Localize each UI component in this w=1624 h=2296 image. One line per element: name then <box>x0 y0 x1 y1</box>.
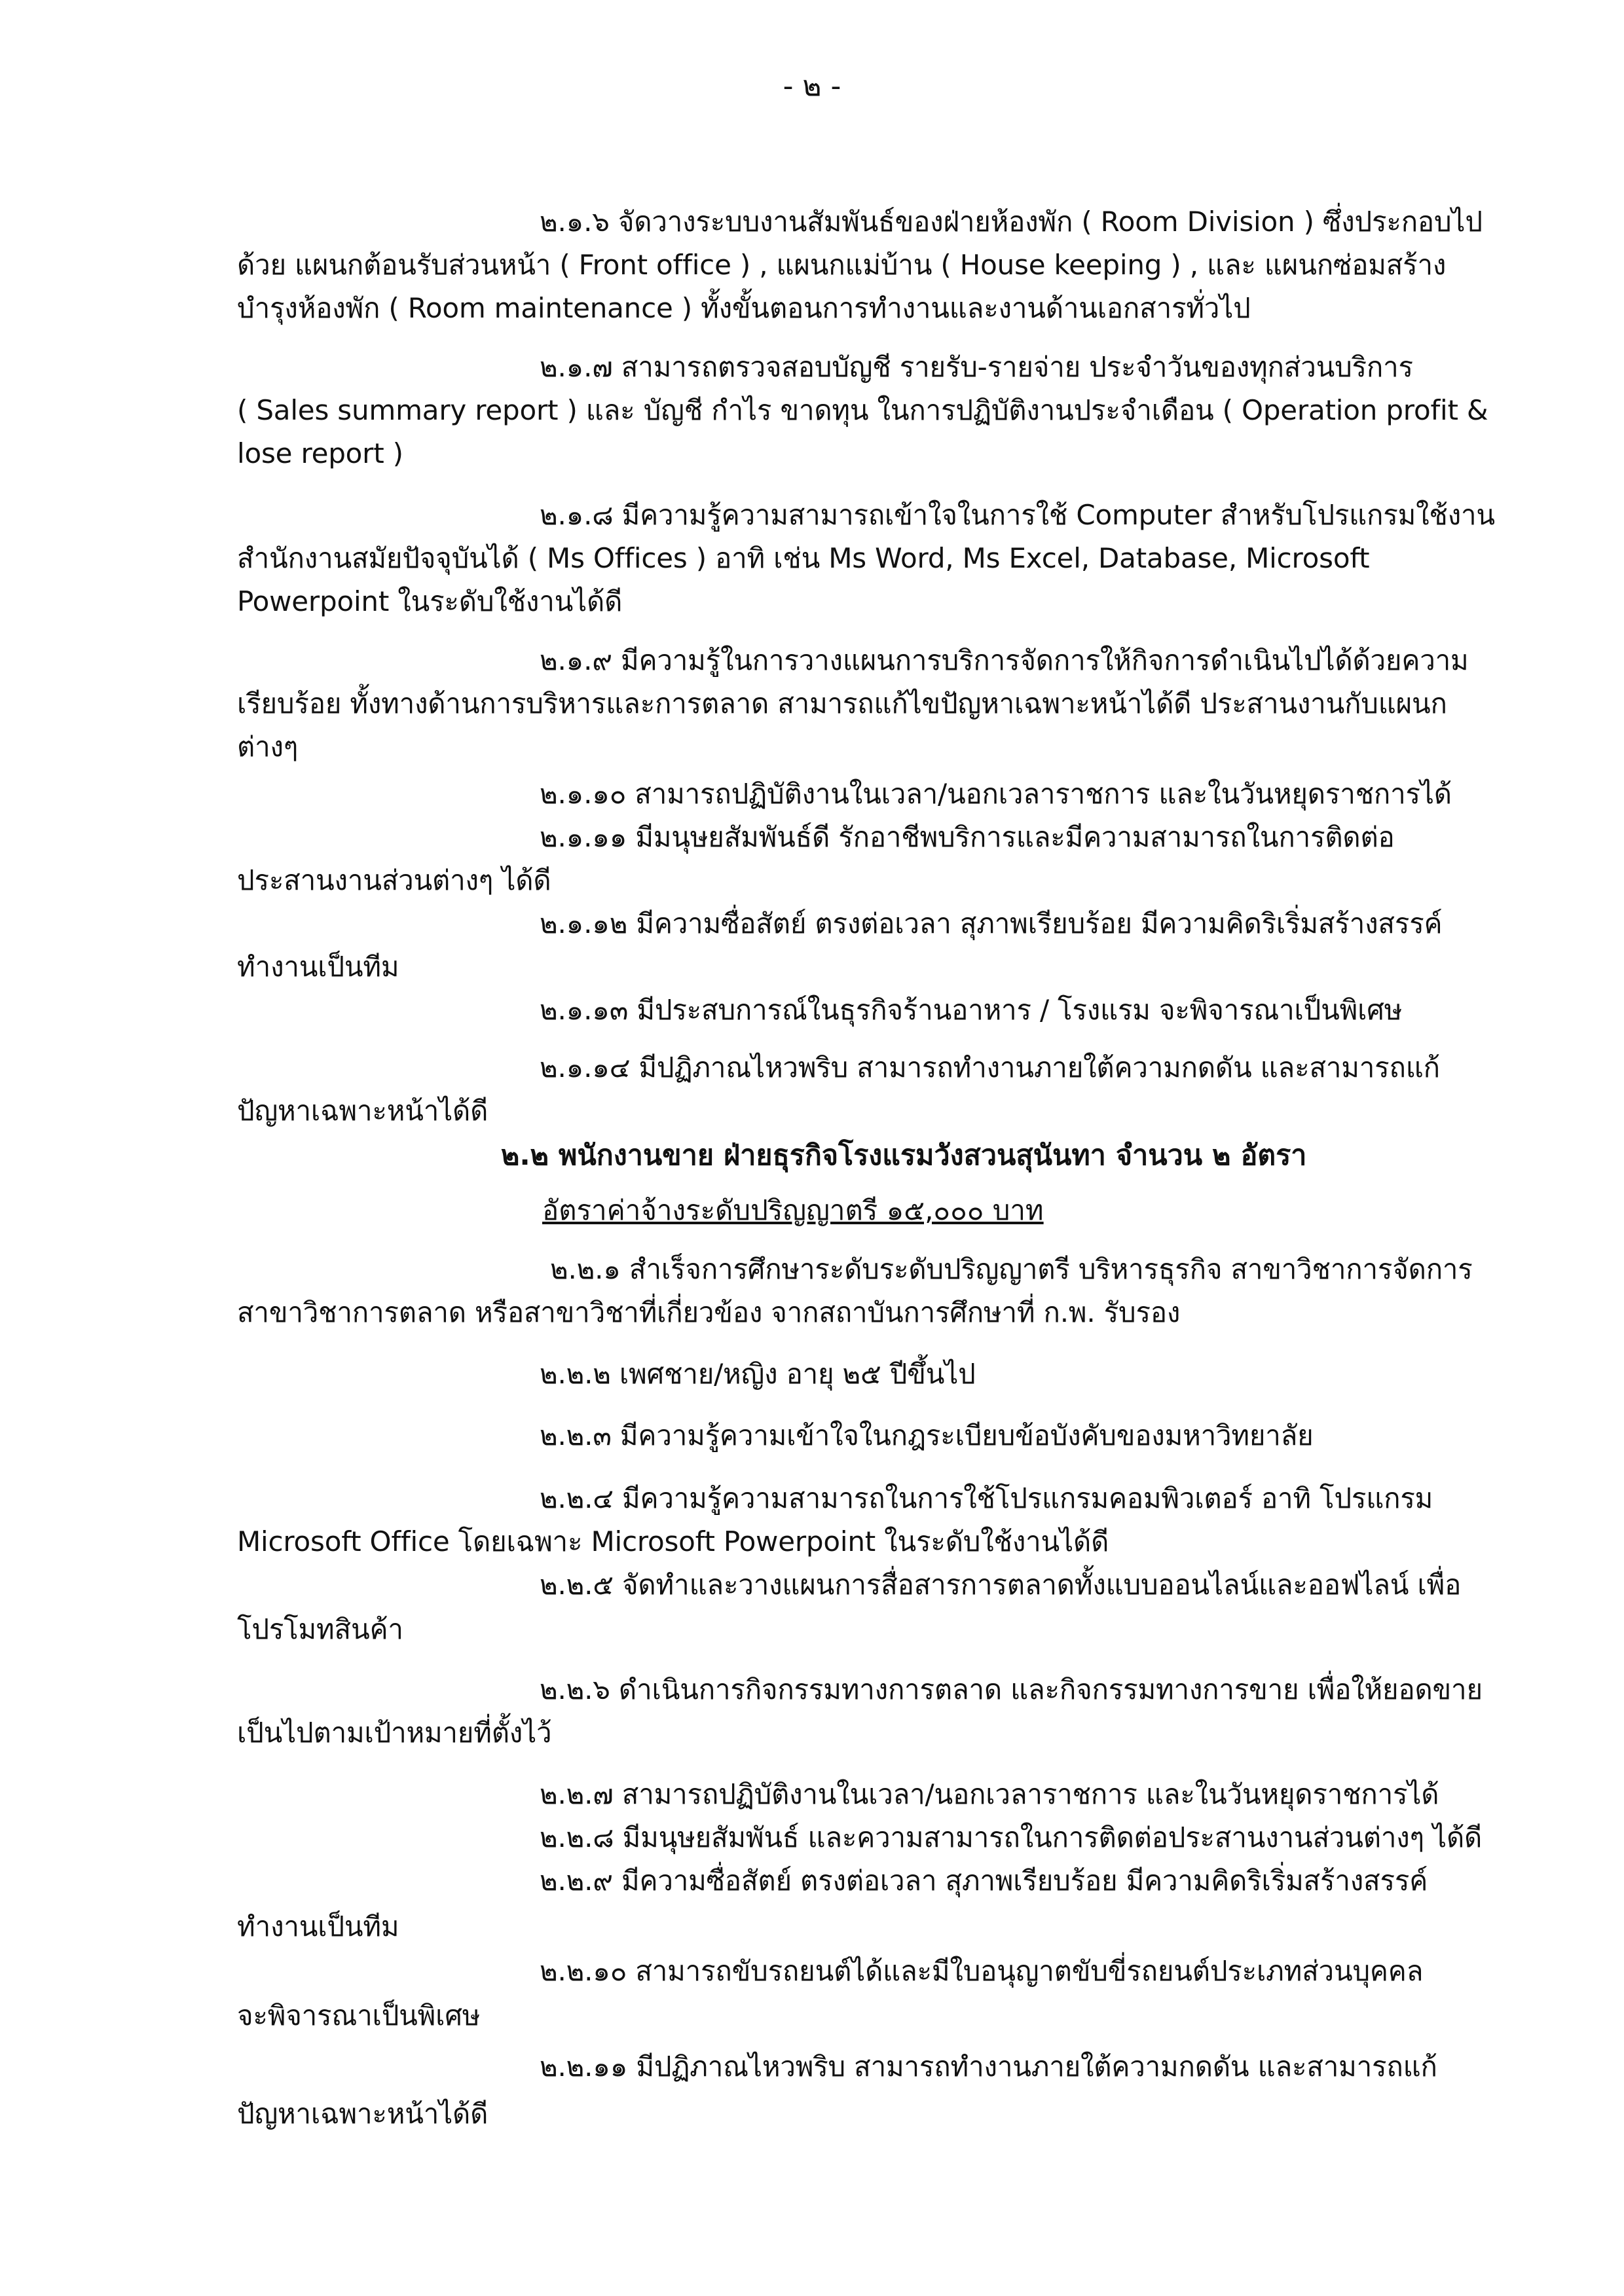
item-2-2-11-line-2: ปัญหาเฉพาะหน้าได้ดี <box>237 2098 489 2130</box>
item-2-2-9-line-1: ๒.๒.๙ มีความซื่อสัตย์ ตรงต่อเวลา สุภาพเรียบร้อย มีความคิดริเริ่มสร้างสรรค์ <box>540 1865 1428 1897</box>
item-2-1-6-line-1: ๒.๑.๖ จัดวางระบบงานสัมพันธ์ของฝ่ายห้องพัก ( Room Division ) ซึ่งประกอบไป <box>540 206 1483 238</box>
item-2-1-11-line-1: ๒.๑.๑๑ มีมนุษยสัมพันธ์ดี รักอาชีพบริการและมีความสามารถในการติดต่อ <box>540 821 1395 853</box>
item-2-1-11-line-2: ประสานงานส่วนต่างๆ ได้ดี <box>237 864 551 896</box>
item-2-2-4-line-2: Microsoft Office โดยเฉพาะ Microsoft Powerpoint ในระดับใช้งานได้ดี <box>237 1525 1109 1558</box>
item-2-1-6-line-3: บำรุงห้องพัก ( Room maintenance ) ทั้งขั้นตอนการทำงานและงานด้านเอกสารทั่วไป <box>237 292 1251 324</box>
item-2-1-8-line-3: Powerpoint ในระดับใช้งานได้ดี <box>237 585 623 617</box>
item-2-2-10-line-1: ๒.๒.๑๐ สามารถขับรถยนต์ได้และมีใบอนุญาตขับขี่รถยนต์ประเภทส่วนบุคคล <box>540 1955 1424 1987</box>
section-2-2-heading: ๒.๒ พนักงานขาย ฝ่ายธุรกิจโรงแรมวังสวนสุนันทา จำนวน ๒ อัตรา <box>501 1139 1307 1172</box>
item-2-2-2-line-1: ๒.๒.๒ เพศชาย/หญิง อายุ ๒๕ ปีขึ้นไป <box>540 1358 976 1390</box>
page-number: - ๒ - <box>783 69 841 103</box>
item-2-1-9-line-2: เรียบร้อย ทั้งทางด้านการบริหารและการตลาด สามารถแก้ไขปัญหาเฉพาะหน้าได้ดี ประสานงานกับแผนก <box>237 687 1447 720</box>
item-2-2-1-line-1: ๒.๒.๑ สำเร็จการศึกษาระดับระดับปริญญาตรี บริหารธุรกิจ สาขาวิชาการจัดการ <box>550 1253 1473 1285</box>
item-2-2-11-line-1: ๒.๒.๑๑ มีปฏิภาณไหวพริบ สามารถทำงานภายใต้ความกดดัน และสามารถแก้ <box>540 2050 1437 2083</box>
item-2-1-6-line-2: ด้วย แผนกต้อนรับส่วนหน้า ( Front office ) , แผนกแม่บ้าน ( House keeping ) , และ แผนกซ่อมสร้าง <box>237 249 1447 281</box>
item-2-1-9-line-3: ต่างๆ <box>237 731 299 763</box>
item-2-1-8-line-1: ๒.๑.๘ มีความรู้ความสามารถเข้าใจในการใช้ Computer สำหรับโปรแกรมใช้งาน <box>540 499 1495 531</box>
item-2-2-9-line-2: ทำงานเป็นทีม <box>237 1910 399 1942</box>
item-2-1-12-line-1: ๒.๑.๑๒ มีความซื่อสัตย์ ตรงต่อเวลา สุภาพเรียบร้อย มีความคิดริเริ่มสร้างสรรค์ <box>540 907 1443 939</box>
item-2-1-8-line-2: สำนักงานสมัยปัจจุบันได้ ( Ms Offices ) อาทิ เช่น Ms Word, Ms Excel, Database, Microsoft <box>237 542 1370 574</box>
section-2-2-rate: อัตราค่าจ้างระดับปริญญาตรี ๑๕,๐๐๐ บาท <box>542 1194 1044 1226</box>
item-2-2-5-line-2: โปรโมทสินค้า <box>237 1613 403 1645</box>
item-2-2-3-line-1: ๒.๒.๓ มีความรู้ความเข้าใจในกฎระเบียบข้อบังคับของมหาวิทยาลัย <box>540 1419 1314 1451</box>
item-2-2-6-line-2: เป็นไปตามเป้าหมายที่ตั้งไว้ <box>237 1717 552 1749</box>
item-2-1-14-line-2: ปัญหาเฉพาะหน้าได้ดี <box>237 1095 489 1127</box>
item-2-1-7-line-1: ๒.๑.๗ สามารถตรวจสอบบัญชี รายรับ-รายจ่าย ประจำวันของทุกส่วนบริการ <box>540 351 1413 383</box>
item-2-1-9-line-1: ๒.๑.๙ มีความรู้ในการวางแผนการบริการจัดการให้กิจการดำเนินไปได้ด้วยความ <box>540 644 1469 676</box>
item-2-2-8-line-1: ๒.๒.๘ มีมนุษยสัมพันธ์ และความสามารถในการติดต่อประสานงานส่วนต่างๆ ได้ดี <box>540 1821 1483 1853</box>
item-2-1-13-line-1: ๒.๑.๑๓ มีประสบการณ์ในธุรกิจร้านอาหาร / โรงแรม จะพิจารณาเป็นพิเศษ <box>540 994 1403 1026</box>
item-2-2-10-line-2: จะพิจารณาเป็นพิเศษ <box>237 1999 481 2032</box>
item-2-1-10-line-1: ๒.๑.๑๐ สามารถปฏิบัติงานในเวลา/นอกเวลาราชการ และในวันหยุดราชการได้ <box>540 778 1452 810</box>
item-2-1-14-line-1: ๒.๑.๑๔ มีปฏิภาณไหวพริบ สามารถทำงานภายใต้ความกดดัน และสามารถแก้ <box>540 1051 1440 1084</box>
item-2-2-7-line-1: ๒.๒.๗ สามารถปฏิบัติงานในเวลา/นอกเวลาราชการ และในวันหยุดราชการได้ <box>540 1778 1439 1810</box>
item-2-2-4-line-1: ๒.๒.๔ มีความรู้ความสามารถในการใช้โปรแกรมคอมพิวเตอร์ อาทิ โปรแกรม <box>540 1482 1433 1514</box>
item-2-2-6-line-1: ๒.๒.๖ ดำเนินการกิจกรรมทางการตลาด และกิจกรรมทางการขาย เพื่อให้ยอดขาย <box>540 1673 1483 1705</box>
item-2-1-12-line-2: ทำงานเป็นทีม <box>237 951 399 983</box>
item-2-1-7-line-2: ( Sales summary report ) และ บัญชี กำไร ขาดทุน ในการปฏิบัติงานประจำเดือน ( Operation profit & <box>237 394 1488 426</box>
item-2-2-1-line-2: สาขาวิชาการตลาด หรือสาขาวิชาที่เกี่ยวข้อง จากสถาบันการศึกษาที่ ก.พ. รับรอง <box>237 1296 1181 1328</box>
item-2-1-7-line-3: lose report ) <box>237 437 403 469</box>
item-2-2-5-line-1: ๒.๒.๕ จัดทำและวางแผนการสื่อสารการตลาดทั้งแบบออนไลน์และออฟไลน์ เพื่อ <box>540 1569 1462 1601</box>
